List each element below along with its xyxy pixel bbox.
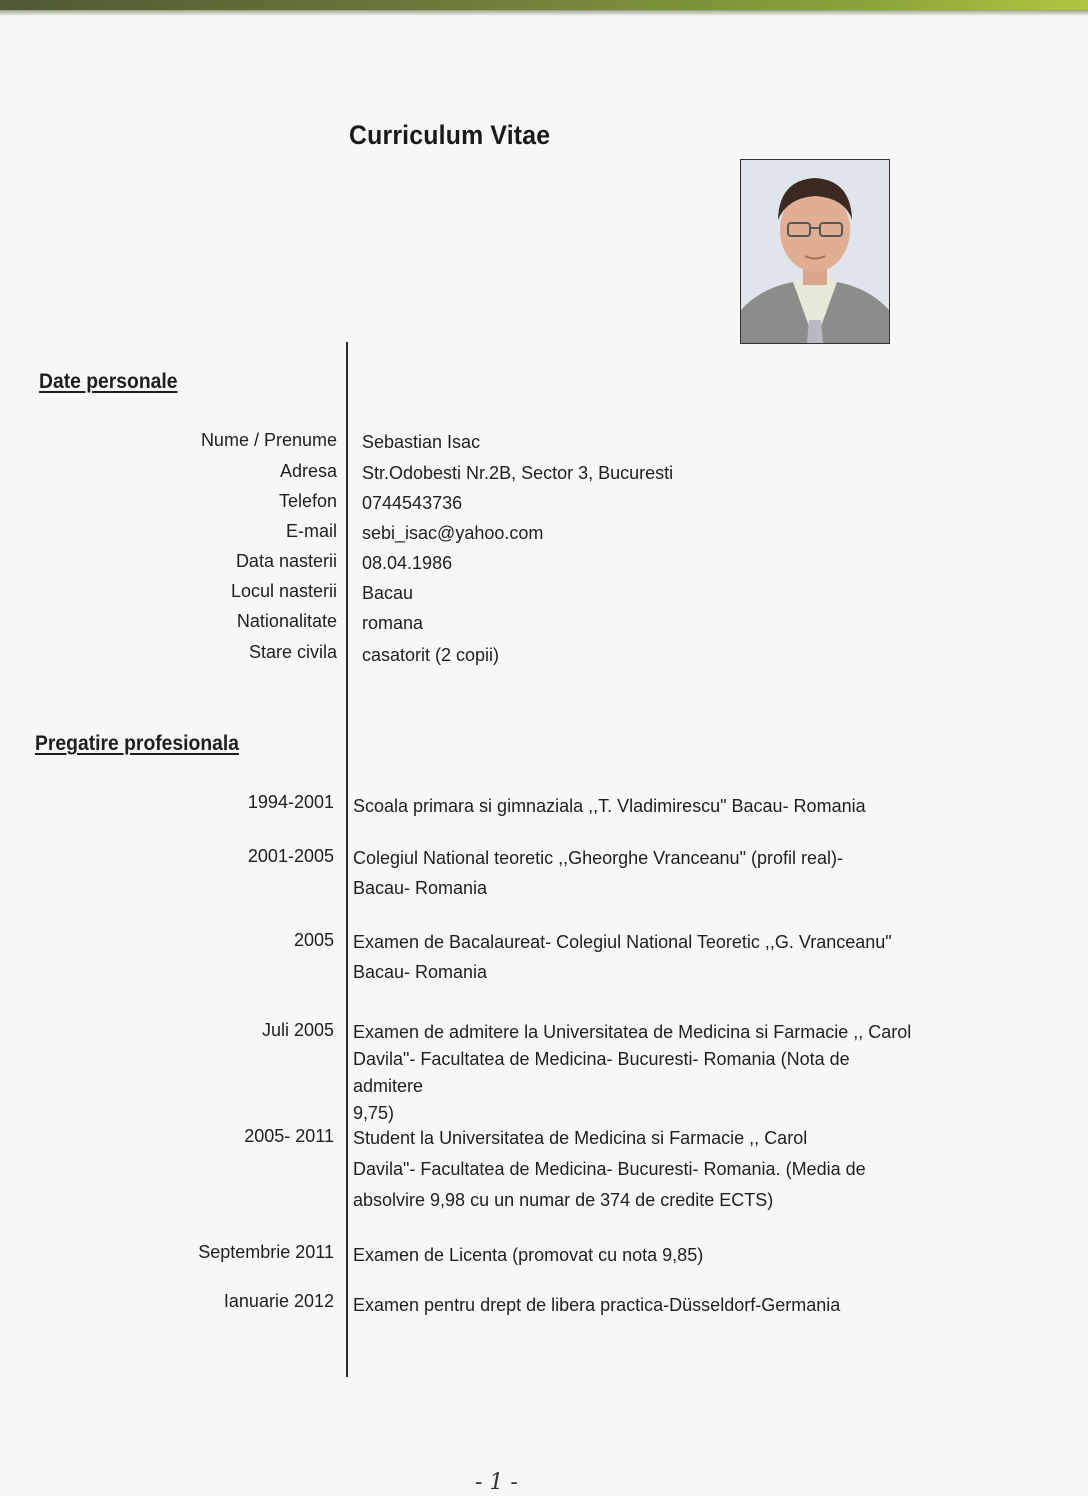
edu-description <box>353 1019 913 1127</box>
value-marital-status: casatorit (2 copii) <box>362 645 500 665</box>
value-phone: 0744543736 <box>362 493 463 513</box>
edu-line: 9,75) <box>353 1103 395 1123</box>
section-heading-personal: Date personale <box>39 370 178 393</box>
label-birthdate: Data nasterii <box>235 551 337 571</box>
label-phone: Telefon <box>278 491 337 511</box>
edu-line: Examen de admitere la Universitatea de Medicina si Farmacie ,, Carol <box>353 1022 912 1042</box>
edu-period: Septembrie 2011 <box>198 1242 334 1262</box>
edu-line: absolvire 9,98 cu un numar de 374 de credite ECTS) <box>353 1190 774 1210</box>
value-address: Str.Odobesti Nr.2B, Sector 3, Bucuresti <box>362 463 674 483</box>
page-number: - 1 - <box>475 1470 518 1495</box>
label-name: Nume / Prenume <box>200 430 337 450</box>
label-birthplace: Locul nasterii <box>230 581 337 601</box>
label-email: E-mail <box>285 521 337 541</box>
edu-description <box>353 791 913 821</box>
value-nationality: romana <box>362 613 424 633</box>
edu-period: 2005 <box>293 930 334 950</box>
edu-line: Davila"- Facultatea de Medicina- Bucuresti- Romania. (Media de <box>353 1159 866 1179</box>
edu-description <box>353 1290 913 1320</box>
edu-line: Bacau- Romania <box>353 962 488 982</box>
label-nationality: Nationalitate <box>236 611 337 631</box>
section-heading-education: Pregatire profesionala <box>35 732 240 755</box>
edu-line: Scoala primara si gimnaziala ,,T. Vladimirescu" Bacau- Romania <box>353 796 866 816</box>
edu-period: 2001-2005 <box>247 846 334 866</box>
label-address: Adresa <box>279 461 337 481</box>
edu-line: Student la Universitatea de Medicina si Farmacie ,, Carol <box>353 1128 808 1148</box>
edu-description <box>353 1240 913 1270</box>
column-divider <box>346 342 348 1377</box>
value-name: Sebastian Isac <box>362 432 481 452</box>
portrait-photo <box>740 159 890 344</box>
document-title: Curriculum Vitae <box>349 120 551 150</box>
scan-shadow <box>0 10 1088 16</box>
edu-period: Ianuarie 2012 <box>223 1291 334 1311</box>
edu-line: Examen pentru drept de libera practica-Düsseldorf-Germania <box>353 1295 841 1315</box>
value-birthplace: Bacau <box>362 583 414 603</box>
scan-edge <box>0 0 1088 10</box>
edu-description <box>353 843 913 903</box>
edu-line: Davila"- Facultatea de Medicina- Bucuresti- Romania (Nota de admitere <box>353 1049 850 1096</box>
value-email: sebi_isac@yahoo.com <box>362 523 544 543</box>
edu-period: Juli 2005 <box>261 1020 334 1040</box>
edu-line: Examen de Bacalaureat- Colegiul National Teoretic ,,G. Vranceanu" <box>353 932 892 952</box>
edu-description <box>353 927 913 987</box>
edu-line: Colegiul National teoretic ,,Gheorghe Vranceanu" (profil real)- <box>353 848 843 868</box>
portrait-photo-icon <box>741 160 889 343</box>
edu-line: Examen de Licenta (promovat cu nota 9,85) <box>353 1245 704 1265</box>
edu-period: 1994-2001 <box>247 792 334 812</box>
edu-description <box>353 1123 913 1216</box>
edu-period: 2005- 2011 <box>244 1126 334 1146</box>
edu-line: Bacau- Romania <box>353 878 488 898</box>
value-birthdate: 08.04.1986 <box>362 553 453 573</box>
label-marital-status: Stare civila <box>248 642 337 662</box>
